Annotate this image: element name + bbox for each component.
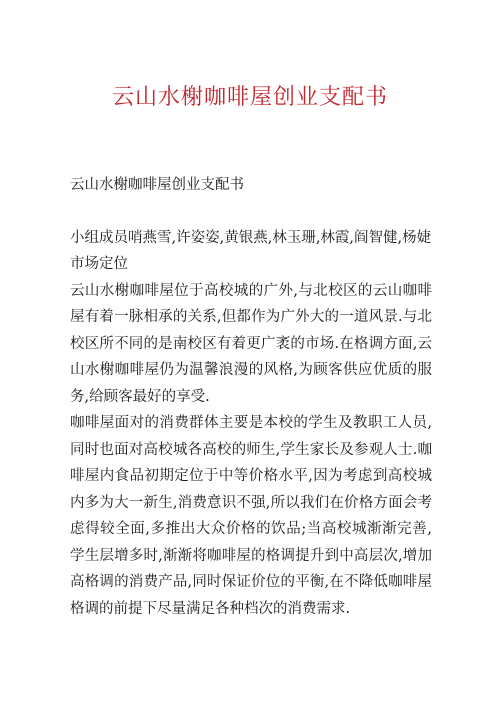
section-heading-market-positioning: 市场定位 <box>70 256 128 272</box>
paragraph-location: 云山水榭咖啡屋位于高校城的广外,与北校区的云山咖啡屋有着一脉相承的关系,但都作为广外大的一道风景.与北校区所不同的是南校区有着更广袤的市场.在格调方面,云山水榭咖啡屋仍为温馨浪漫的风格,为顾客供应优质的服务,给顾客最好的享受. <box>70 282 432 405</box>
paragraph-customers: 咖啡屋面对的消费群体主要是本校的学生及教职工人员,同时也面对高校城各高校的师生,学生家长及参观人士.咖啡屋内食品初期定位于中等价格水平,因为考虑到高校城内多为大一新生,消费意识不强,所以我们在价格方面会考虑得较全面,多推出大众价格的饮品;当高校城渐渐完善,学生层增多时,渐渐将咖啡屋的格调提升到中高层次,增加高格调的消费产品,同时保证价位的平衡,在不降低咖啡屋格调的前提下尽量满足各种档次的消费需求. <box>70 415 432 617</box>
group-members: 小组成员哨燕雪,许姿姿,黄银燕,林玉珊,林霞,阎智健,杨婕 <box>70 229 432 246</box>
document-subtitle: 云山水榭咖啡屋创业支配书 <box>70 177 244 193</box>
document-title: 云山水榭咖啡屋创业支配书 <box>111 85 388 110</box>
document-body <box>70 172 432 622</box>
